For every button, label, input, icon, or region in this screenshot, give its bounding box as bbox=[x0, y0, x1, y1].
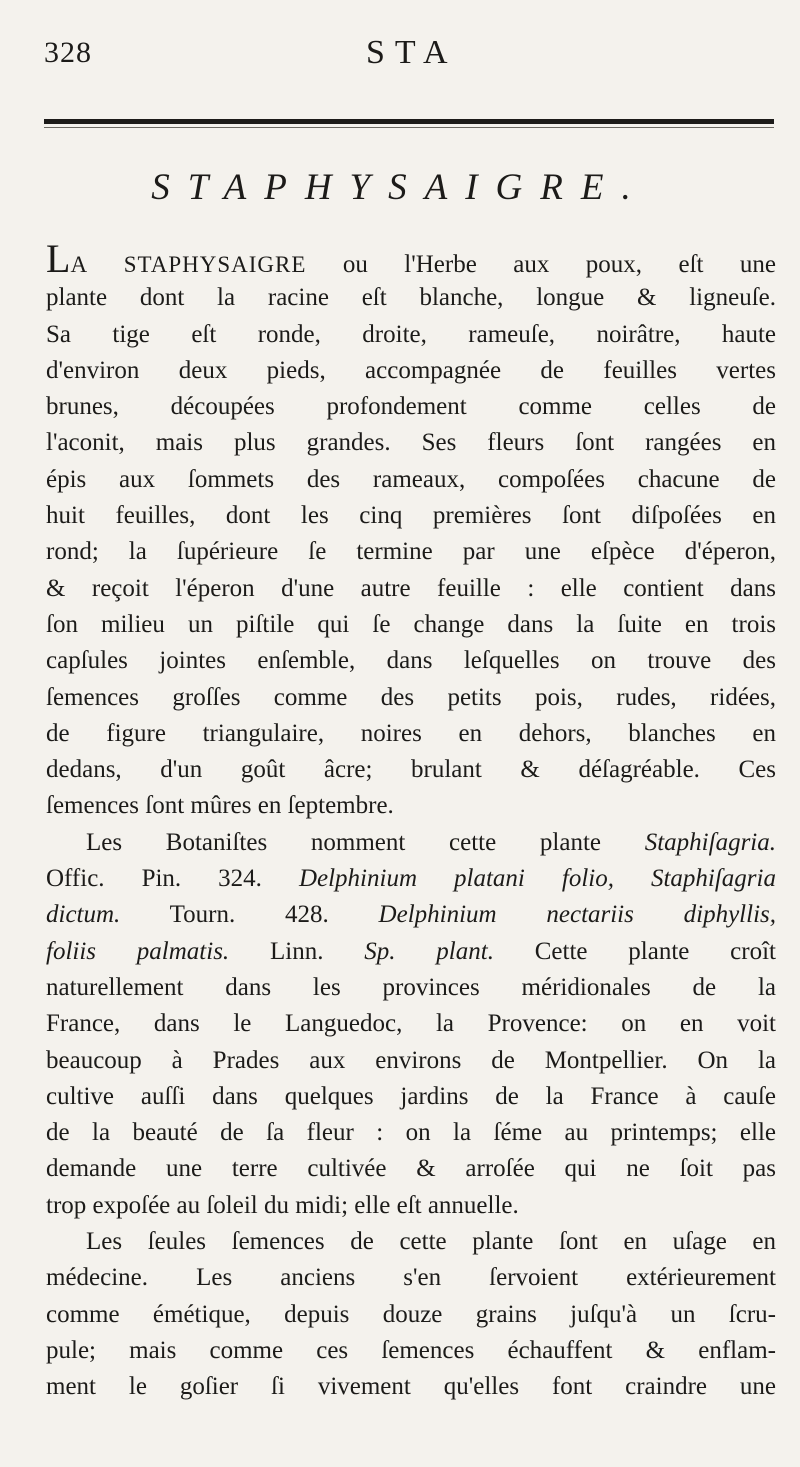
text-line: huit feuilles, dont les cinq premières ſont diſpoſées en bbox=[46, 502, 776, 530]
text-line: dedans, d'un goût âcre; brulant & déſagréable. Ces bbox=[46, 756, 776, 784]
running-head: STA bbox=[366, 34, 458, 71]
text-line: plante dont la racine eſt blanche, longue & ligneuſe. bbox=[46, 284, 776, 312]
text-line: de figure triangulaire, noires en dehors, blanches en bbox=[46, 719, 776, 747]
entry-body bbox=[46, 236, 776, 1406]
text-line: ſemences groſſes comme des petits pois, rudes, ridées, bbox=[46, 683, 776, 711]
text-line: de la beauté de ſa fleur : on la ſéme au printemps; elle bbox=[46, 1119, 776, 1147]
text-line: médecine. Les anciens s'en ſervoient extérieurement bbox=[46, 1264, 776, 1292]
text-line: ſon milieu un piſtile qui ſe change dans la ſuite en trois bbox=[46, 610, 776, 638]
text-line: France, dans le Languedoc, la Provence: on en voit bbox=[46, 1010, 776, 1038]
drop-cap: L bbox=[46, 236, 71, 281]
header-rule bbox=[44, 119, 774, 124]
text-line: naturellement dans les provinces méridionales de la bbox=[46, 973, 776, 1001]
text-line: ment le goſier ſi vivement qu'elles font craindre une bbox=[46, 1373, 776, 1401]
page-header bbox=[44, 30, 774, 80]
text-line: rond; la ſupérieure ſe termine par une eſpèce d'éperon, bbox=[46, 538, 776, 566]
text-line: comme émétique, depuis douze grains juſqu'à un ſcru- bbox=[46, 1300, 776, 1328]
paragraph-3 bbox=[46, 1224, 776, 1405]
entry-title: STAPHYSAIGRE. bbox=[151, 167, 649, 208]
page-number: 328 bbox=[44, 36, 92, 69]
text-line: Les Botaniſtes nomment cette plante Staphiſagria. bbox=[86, 828, 776, 856]
text-line: capſules jointes enſemble, dans leſquelles on trouve des bbox=[46, 647, 776, 675]
text-line: beaucoup à Prades aux environs de Montpellier. On la bbox=[46, 1046, 776, 1074]
text-line: & reçoit l'éperon d'une autre feuille : elle contient dans bbox=[46, 574, 776, 602]
text-line: épis aux ſommets des rameaux, compoſées chacune de bbox=[46, 465, 776, 493]
headword: A STAPHYSAIGRE bbox=[70, 252, 307, 277]
text-line: ſemences ſont mûres en ſeptembre. bbox=[46, 792, 394, 820]
text-line: dictum. Tourn. 428. Delphinium nectariis diphyllis, bbox=[46, 901, 776, 929]
text-line: brunes, découpées profondement comme celles de bbox=[46, 393, 776, 421]
text-line: Sa tige eſt ronde, droite, rameuſe, noirâtre, haute bbox=[46, 320, 776, 348]
text-line: LA STAPHYSAIGRE ou l'Herbe aux poux, eſt une bbox=[46, 236, 776, 281]
text-line: d'environ deux pieds, accompagnée de feuilles vertes bbox=[46, 356, 776, 384]
text-line: cultive auſſi dans quelques jardins de la France à cauſe bbox=[46, 1082, 776, 1110]
text-line: Les ſeules ſemences de cette plante ſont en uſage en bbox=[86, 1228, 776, 1256]
text-line: demande une terre cultivée & arroſée qui ne ſoit pas bbox=[46, 1155, 776, 1183]
paragraph-1 bbox=[46, 236, 776, 825]
paragraph-2 bbox=[46, 825, 776, 1224]
text-line: Offic. Pin. 324. Delphinium platani folio, Staphiſagria bbox=[46, 865, 776, 893]
text-line: pule; mais comme ces ſemences échauffent & enflam- bbox=[46, 1336, 776, 1364]
text-line: trop expoſée au ſoleil du midi; elle eſt annuelle. bbox=[46, 1191, 519, 1219]
text-line: l'aconit, mais plus grandes. Ses fleurs ſont rangées en bbox=[46, 429, 776, 457]
text-line: foliis palmatis. Linn. Sp. plant. Cette plante croît bbox=[46, 937, 776, 965]
header-rule-thin bbox=[44, 127, 774, 128]
